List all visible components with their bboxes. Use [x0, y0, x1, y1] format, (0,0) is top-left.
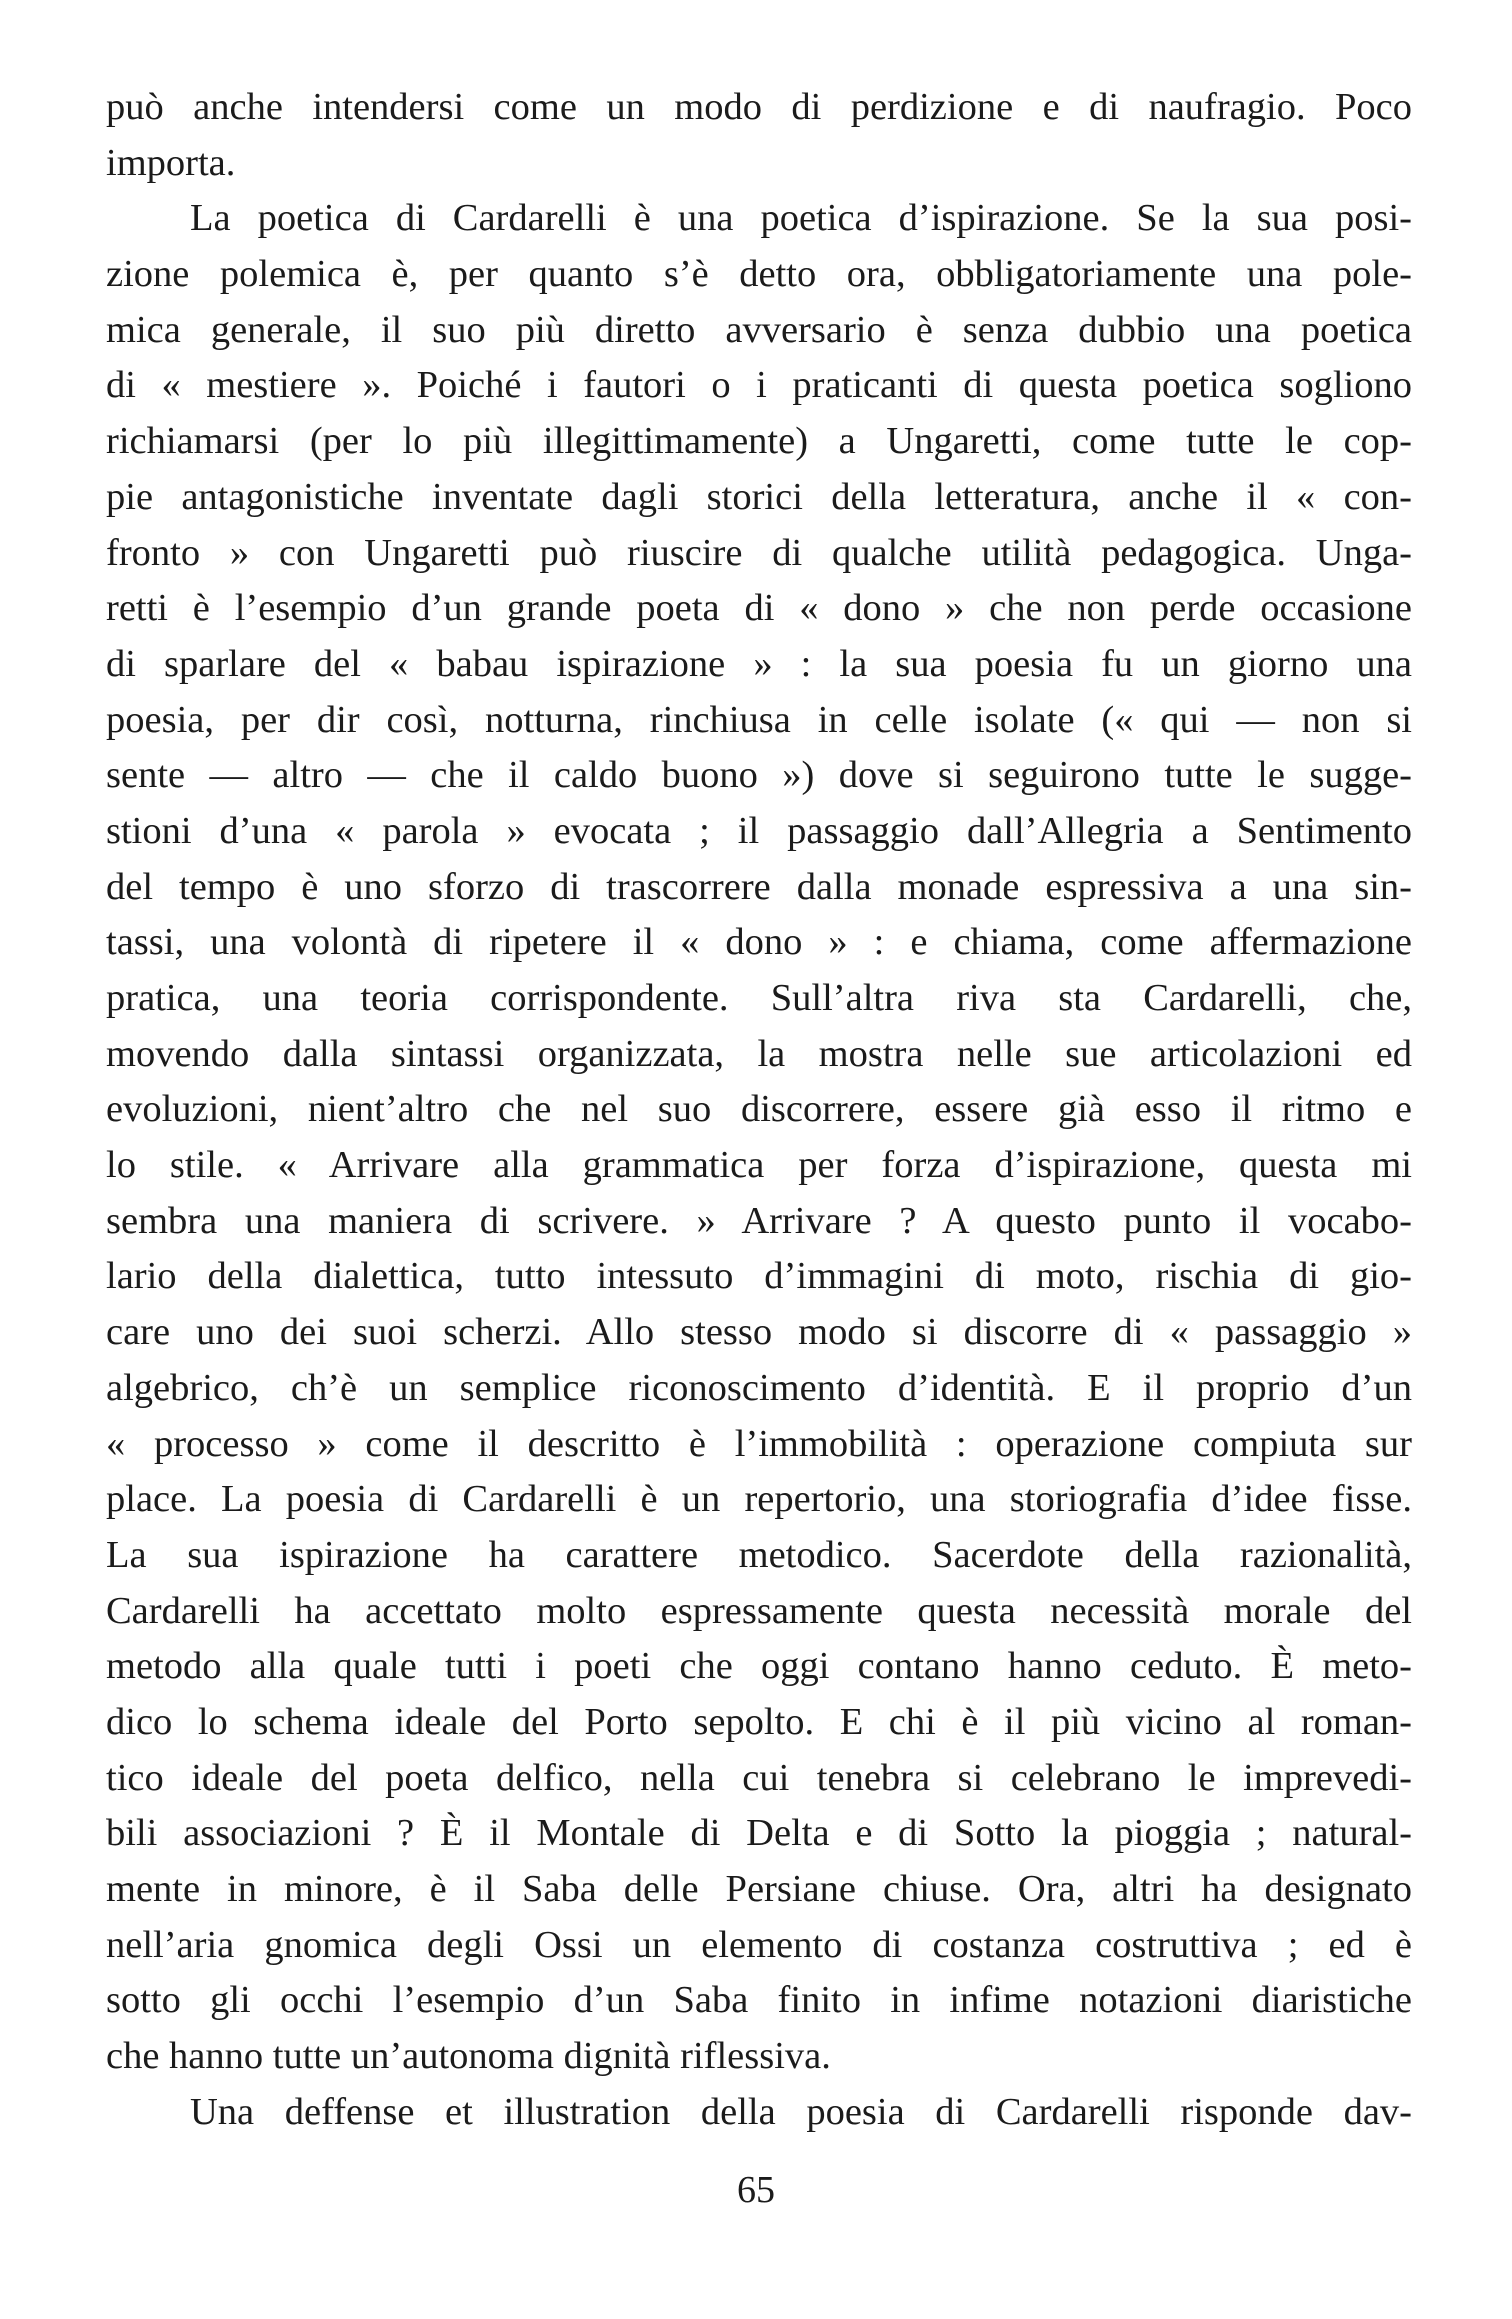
text-line: che hanno tutte un’autonoma dignità riflessiva. — [106, 2035, 831, 2078]
text-line: sembra una maniera di scrivere. » Arrivare ? A questo punto il vocabo- — [106, 1199, 1412, 1242]
text-line: zione polemica è, per quanto s’è detto ora, obbligatoriamente una pole- — [106, 253, 1412, 296]
text-line: La sua ispirazione ha carattere metodico. Sacerdote della razionalità, — [106, 1533, 1412, 1576]
text-line: care uno dei suoi scherzi. Allo stesso modo si discorre di « passaggio » — [106, 1311, 1412, 1354]
text-line: mica generale, il suo più diretto avversario è senza dubbio una poetica — [106, 308, 1412, 351]
page-body — [106, 80, 1412, 2140]
text-line: place. La poesia di Cardarelli è un repertorio, una storiografia d’idee fisse. — [106, 1478, 1412, 1521]
text-line: algebrico, ch’è un semplice riconoscimento d’identità. E il proprio d’un — [106, 1366, 1412, 1409]
text-line: di sparlare del « babau ispirazione » : la sua poesia fu un giorno una — [106, 642, 1412, 685]
page-number: 65 — [737, 2169, 775, 2211]
text-line: sotto gli occhi l’esempio d’un Saba finito in infime notazioni diaristiche — [106, 1979, 1412, 2022]
text-line: metodo alla quale tutti i poeti che oggi contano hanno ceduto. È meto- — [106, 1645, 1412, 1688]
text-line: del tempo è uno sforzo di trascorrere dalla monade espressiva a una sin- — [106, 865, 1412, 908]
text-line: movendo dalla sintassi organizzata, la mostra nelle sue articolazioni ed — [106, 1032, 1412, 1075]
text-line: evoluzioni, nient’altro che nel suo discorrere, essere già esso il ritmo e — [106, 1088, 1412, 1131]
text-line: retti è l’esempio d’un grande poeta di « dono » che non perde occasione — [106, 587, 1412, 630]
text-line: sente — altro — che il caldo buono ») dove si seguirono tutte le sugge- — [106, 754, 1412, 797]
text-line: importa. — [106, 141, 236, 184]
text-line: poesia, per dir così, notturna, rinchiusa in celle isolate (« qui — non si — [106, 698, 1412, 741]
text-line: lo stile. « Arrivare alla grammatica per forza d’ispirazione, questa mi — [106, 1144, 1412, 1187]
text-line: Una deffense et illustration della poesia di Cardarelli risponde dav- — [190, 2090, 1412, 2133]
text-line: bili associazioni ? È il Montale di Delta e di Sotto la pioggia ; natural- — [106, 1812, 1412, 1855]
text-line: Cardarelli ha accettato molto espressamente questa necessità morale del — [106, 1589, 1412, 1632]
text-line: stioni d’una « parola » evocata ; il passaggio dall’Allegria a Sentimento — [106, 809, 1412, 852]
text-line: lario della dialettica, tutto intessuto d’immagini di moto, rischia di gio- — [106, 1255, 1412, 1298]
text-line: tassi, una volontà di ripetere il « dono » : e chiama, come affermazione — [106, 921, 1412, 964]
text-line: dico lo schema ideale del Porto sepolto. E chi è il più vicino al roman- — [106, 1700, 1412, 1743]
text-line: tico ideale del poeta delfico, nella cui tenebra si celebrano le imprevedi- — [106, 1756, 1412, 1799]
text-line: pratica, una teoria corrispondente. Sull’altra riva sta Cardarelli, che, — [106, 977, 1412, 1019]
text-line: pie antagonistiche inventate dagli storici della letteratura, anche il « con- — [106, 475, 1412, 518]
text-line: può anche intendersi come un modo di perdizione e di naufragio. Poco — [106, 86, 1412, 128]
text-line: di « mestiere ». Poiché i fautori o i praticanti di questa poetica sogliono — [106, 364, 1412, 407]
text-line: « processo » come il descritto è l’immobilità : operazione compiuta sur — [106, 1422, 1412, 1465]
text-line: richiamarsi (per lo più illegittimamente) a Ungaretti, come tutte le cop- — [106, 420, 1412, 463]
text-line: La poetica di Cardarelli è una poetica d’ispirazione. Se la sua posi- — [190, 197, 1412, 240]
text-line: mente in minore, è il Saba delle Persiane chiuse. Ora, altri ha designato — [106, 1868, 1412, 1910]
text-line: nell’aria gnomica degli Ossi un elemento di costanza costruttiva ; ed è — [106, 1923, 1412, 1966]
text-line: fronto » con Ungaretti può riuscire di qualche utilità pedagogica. Unga- — [106, 531, 1412, 574]
